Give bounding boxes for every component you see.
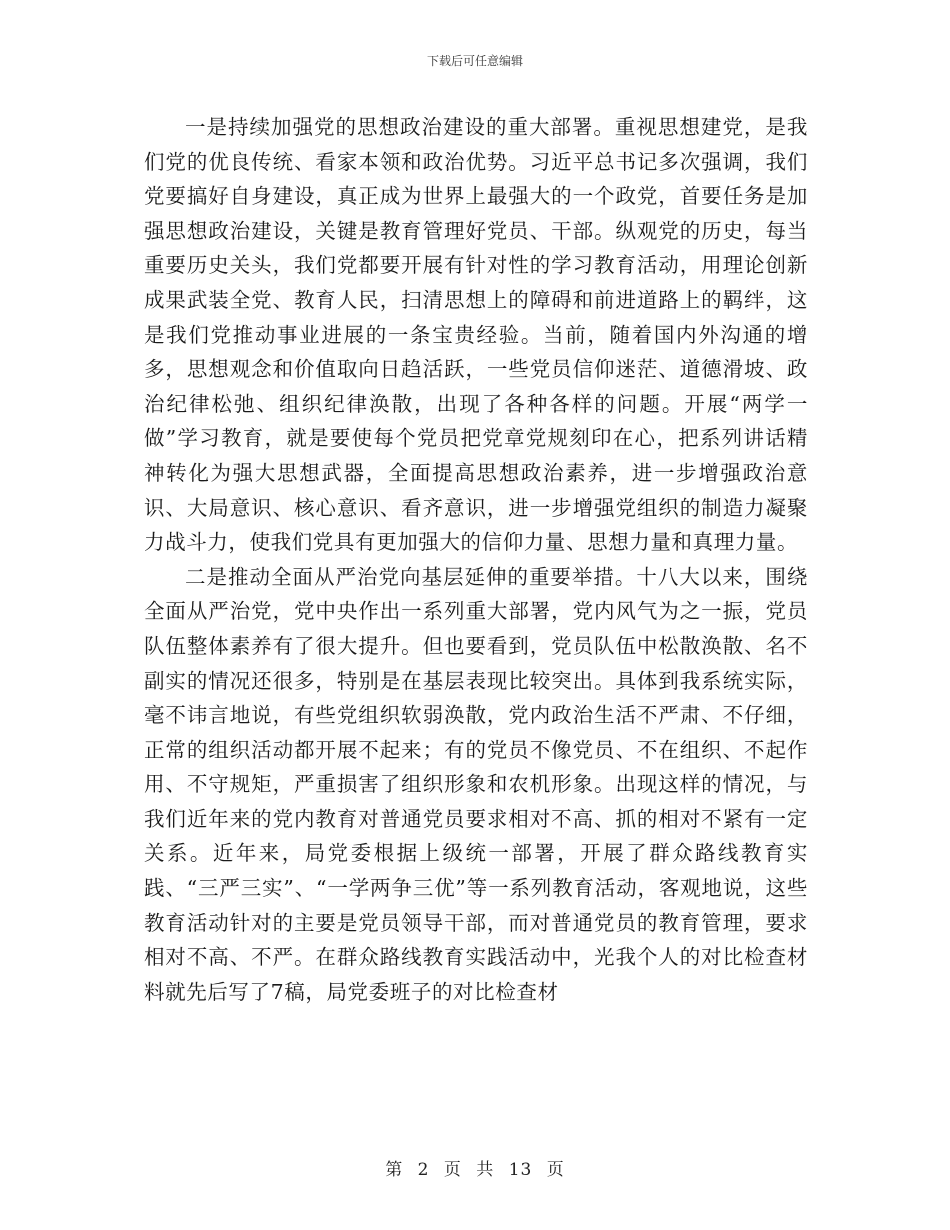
footer-total-word: 共 xyxy=(476,1160,495,1180)
footer-suffix: 页 xyxy=(546,1160,565,1180)
footer-total-pages: 13 xyxy=(508,1160,533,1180)
footer-page-word: 页 xyxy=(443,1160,462,1180)
header-note: 下载后可任意编辑 xyxy=(426,54,523,68)
footer-prefix: 第 xyxy=(385,1160,404,1180)
paragraph-1: 一是持续加强党的思想政治建设的重大部署。重视思想建党，是我们党的优良传统、看家本领和政治优势。习近平总书记多次强调，我们党要搞好自身建设，真正成为世界上最强大的一个政党，首要任务是加强思想政治建设，关键是教育管理好党员、干部。纵观党的历史，每当重要历史关头，我们党都要开展有针对性的学习教育活动，用理论创新成果武装全党、教育人民，扫清思想上的障碍和前进道路上的羁绊，这是我们党推动事业进展的一条宝贵经验。当前，随着国内外沟通的增多，思想观念和价值取向日趋活跃，一些党员信仰迷茫、道德滑坡、政治纪律松弛、组织纪律涣散，出现了各种各样的问题。开展“两学一做”学习教育，就是要使每个党员把党章党规刻印在心，把系列讲话精神转化为强大思想武器，全面提高思想政治素养，进一步增强政治意识、大局意识、核心意识、看齐意识，进一步增强党组织的制造力凝聚力战斗力，使我们党具有更加强大的信仰力量、思想力量和真理力量。 xyxy=(144,115,808,555)
footer-current-page: 2 xyxy=(417,1160,430,1180)
page-footer xyxy=(0,1155,950,1180)
document-body xyxy=(144,110,808,1009)
paragraph-2: 二是推动全面从严治党向基层延伸的重要举措。十八大以来，围绕全面从严治党，党中央作出一系列重大部署，党内风气为之一振，党员队伍整体素养有了很大提升。但也要看到，党员队伍中松散涣散、名不副实的情况还很多，特别是在基层表现比较突出。具体到我系统实际，毫不讳言地说，有些党组织软弱涣散，党内政治生活不严肃、不仔细，正常的组织活动都开展不起来；有的党员不像党员、不在组织、不起作用、不守规矩，严重损害了组织形象和农机形象。出现这样的情况，与我们近年来的党内教育对普通党员要求相对不高、抓的相对不紧有一定关系。近年来，局党委根据上级统一部署，开展了群众路线教育实践、“三严三实”、“一学两争三优”等一系列教育活动，客观地说，这些教育活动针对的主要是党员领导干部，而对普通党员的教育管理，要求相对不高、不严。在群众路线教育实践活动中，光我个人的对比检查材料就先后写了7稿，局党委班子的对比检查材 xyxy=(144,564,808,1004)
